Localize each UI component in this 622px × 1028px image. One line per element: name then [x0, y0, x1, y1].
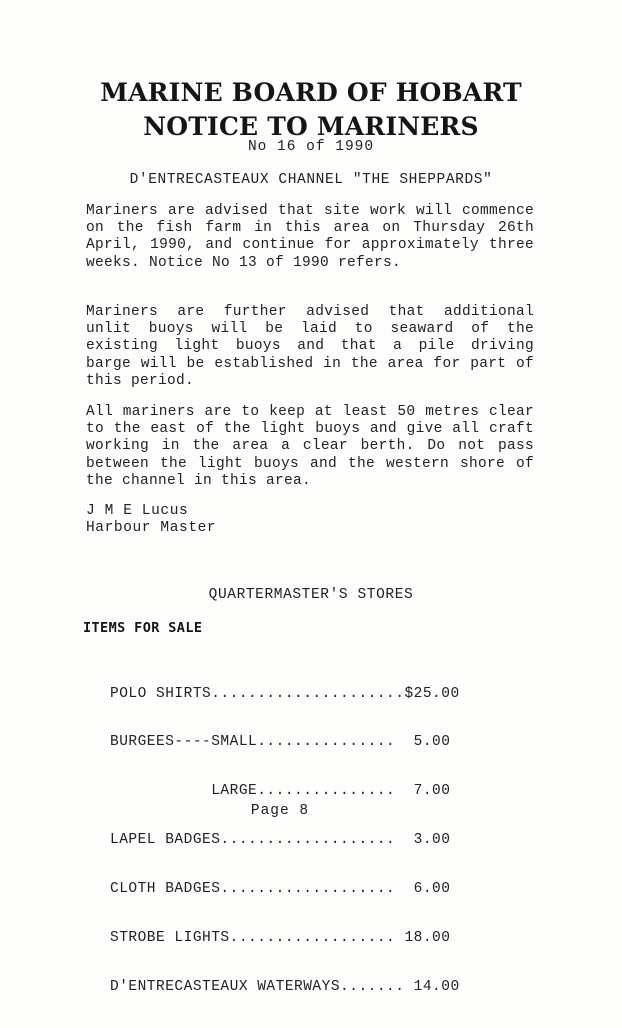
- price-row: [110, 930, 460, 946]
- item-label: STROBE LIGHTS..................: [110, 930, 396, 947]
- item-price: 3.00: [395, 832, 451, 849]
- notice-paragraph-1: Mariners are advised that site work will commence on the fish farm in this area on Thursday 26th April, 1990, and continue for approximately three weeks. Notice No 13 of 1990 refers.: [86, 203, 534, 271]
- item-label: LARGE...............: [110, 783, 396, 800]
- price-row: [110, 783, 460, 799]
- notice-paragraph-3: All mariners are to keep at least 50 metres clear to the east of the light buoys and give all craft working in the area a clear berth. Do not pass between the light buoys and the western shore of the channel in this area.: [86, 404, 534, 489]
- notice-paragraph-2: Mariners are further advised that additional unlit buoys will be laid to seaward of the existing light buoys and that a pile driving barge will be established in the area for part of this period.: [86, 304, 534, 389]
- notice-number: No 16 of 1990: [247, 139, 375, 155]
- price-list: [110, 653, 460, 1028]
- item-label: POLO SHIRTS.....................: [110, 685, 405, 702]
- price-row: [110, 734, 460, 750]
- notice-heading: D'ENTRECASTEAUX CHANNEL "THE SHEPPARDS": [129, 172, 493, 188]
- signature-title: Harbour Master: [86, 520, 217, 536]
- item-label: LAPEL BADGES...................: [110, 832, 396, 849]
- organization-title: MARINE BOARD OF HOBART: [100, 78, 522, 107]
- page-number: Page 8: [250, 803, 310, 819]
- signature-name: J M E Lucus: [86, 503, 189, 519]
- price-row: [110, 979, 460, 995]
- item-price: 5.00: [395, 734, 451, 751]
- item-price: 6.00: [395, 881, 451, 898]
- items-for-sale-label: ITEMS FOR SALE: [83, 620, 203, 636]
- price-row: [110, 881, 460, 897]
- item-price: 7.00: [395, 783, 451, 800]
- item-price: 18.00: [395, 930, 451, 947]
- item-label: CLOTH BADGES...................: [110, 881, 396, 898]
- item-price: $25.00: [404, 685, 460, 702]
- item-label: BURGEES----SMALL...............: [110, 734, 396, 751]
- notice-title: NOTICE TO MARINERS: [143, 112, 479, 141]
- price-row: [110, 686, 460, 702]
- item-label: D'ENTRECASTEAUX WATERWAYS.......: [110, 978, 405, 995]
- stores-heading: QUARTERMASTER'S STORES: [208, 587, 414, 603]
- item-price: 14.00: [404, 978, 460, 995]
- price-row: [110, 832, 460, 848]
